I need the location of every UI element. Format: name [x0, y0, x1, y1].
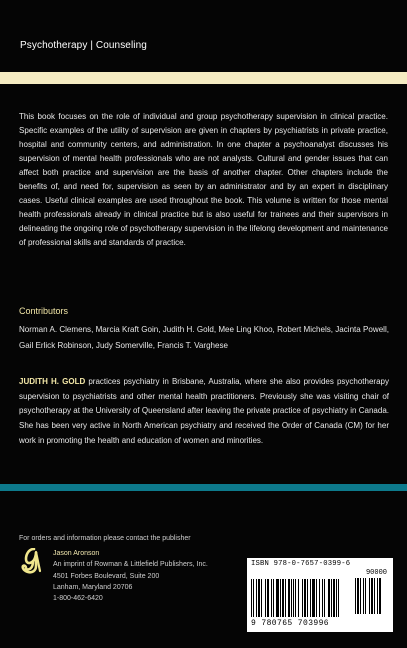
publisher-info	[53, 548, 208, 604]
contributors-list: Norman A. Clemens, Marcia Kraft Goin, Judith H. Gold, Mee Ling Khoo, Robert Michels, Jacinta Powell, Gail Erlick Robinson, Judy Somerville, Francis T. Varghese	[19, 325, 389, 350]
gold-divider-bar	[0, 72, 407, 84]
author-bio-text: practices psychiatry in Brisbane, Australia, where she also provides psychotherapy supervision to psychiatrists and other mental health practitioners. Previously she was visiting chair of psychotherapy at the University of Queensland after leaving the private practice of psychiatry in Canada. She has been very active in North American psychiatry and received the Order of Canada (CM) for her work in promoting the health and education of women and minorities.	[19, 377, 389, 445]
price-code: 90000	[365, 569, 387, 577]
author-name: JUDITH H. GOLD	[19, 377, 86, 386]
publisher-phone: 1-800-462-6420	[53, 595, 103, 603]
publisher-address-line-2: Lanham, Maryland 20706	[53, 583, 133, 591]
jason-aronson-logo-icon	[20, 548, 42, 574]
publisher-name: Jason Aronson	[53, 550, 100, 557]
ean-barcode	[251, 579, 351, 619]
author-bio	[19, 375, 389, 449]
publisher-address-line-1: 4501 Forbes Boulevard, Suite 200	[53, 572, 160, 580]
publisher-imprint: An imprint of Rowman & Littlefield Publishers, Inc.	[53, 561, 208, 569]
addon-barcode	[355, 578, 389, 618]
isbn-barcode-block	[247, 558, 393, 632]
teal-divider-bar	[0, 484, 407, 491]
book-summary: This book focuses on the role of individual and group psychotherapy supervision in clinical practice. Specific examples of the utility of supervision are given in chapters by psychiatrists in private practice, hospital and community centers, and administration. In one chapter a psychoanalyst discusses his supervision of mental health professionals who are not analysts. Cultural and gender issues that can affect both practice and supervision are the basis of another chapter. Other chapters include the benefits of, and need for, supervision as seen by an administrator and by an expert in disciplinary cases. Useful clinical examples are used throughout the book. This volume is written for those mental health professionals already in clinical practice but is also useful for trainees and their supervisors in delineating the ongoing role of psychotherapy supervision in the lifelong development and maintenance of professional skills and standards of practice.	[19, 112, 388, 247]
orders-info-line: For orders and information please contact the publisher	[19, 535, 191, 542]
contributors-heading: Contributors	[19, 306, 69, 316]
barcode-digits: 9 780765 703996	[251, 619, 330, 628]
isbn-number: ISBN 978-0-7657-0399-6	[251, 560, 351, 568]
category-label: Psychotherapy | Counseling	[20, 40, 147, 51]
